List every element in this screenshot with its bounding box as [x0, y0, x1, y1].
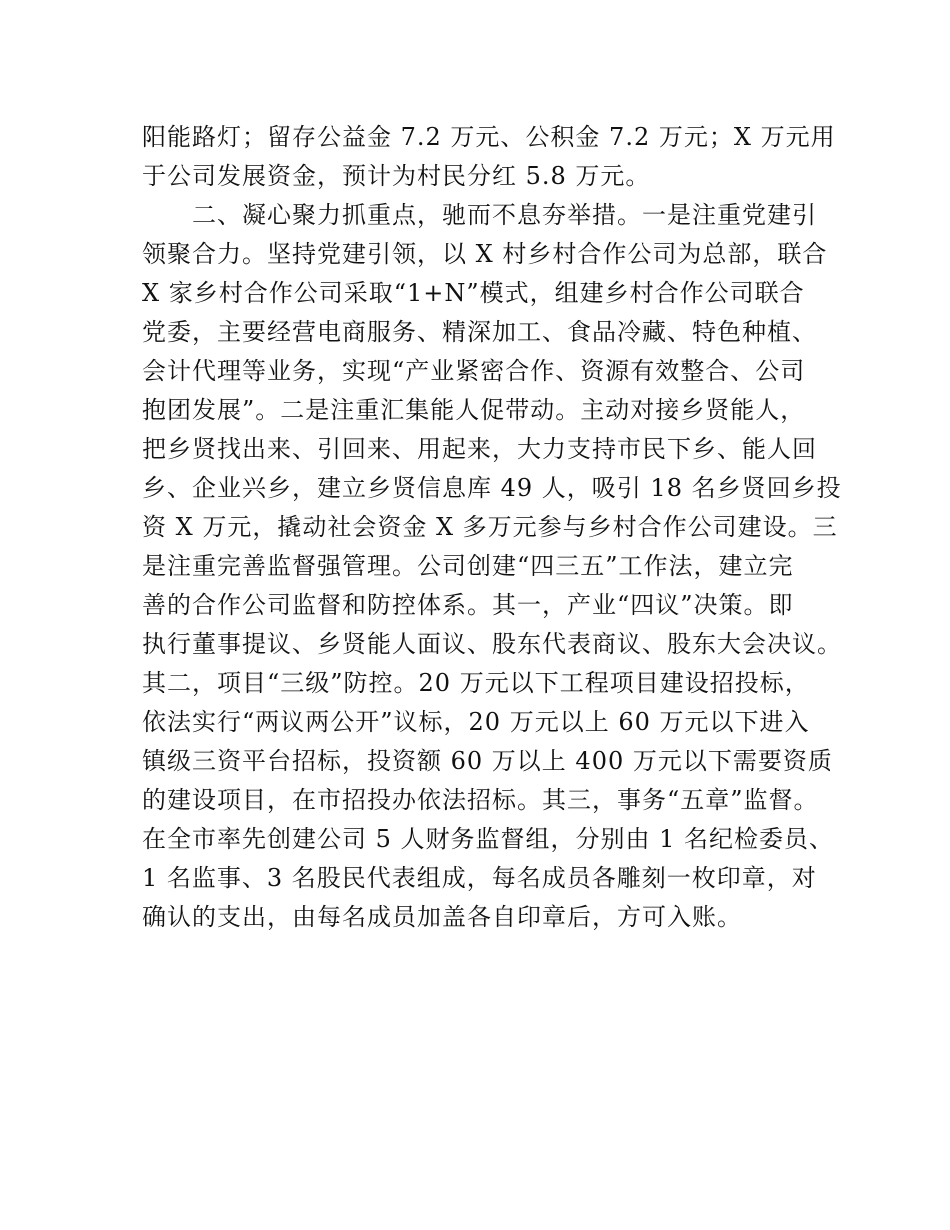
paragraph-2-line: 党委，主要经营电商服务、精深加工、食品冷藏、特色种植、: [142, 318, 817, 346]
paragraph-2-line: X 家乡村合作公司采取“1+N”模式，组建乡村合作公司联合: [142, 279, 805, 307]
paragraph-2-line: 善的合作公司监督和防控体系。其一，产业“四议”决策。即: [142, 591, 794, 619]
paragraph-1-line: 阳能路灯；留存公益金 7.2 万元、公积金 7.2 万元；X 万元用: [142, 123, 836, 151]
paragraph-2-line: 抱团发展”。二是注重汇集能人促带动。主动对接乡贤能人，: [142, 396, 806, 424]
paragraph-2: [142, 196, 842, 937]
paragraph-2-line: 镇级三资平台招标，投资额 60 万以上 400 万元以下需要资质: [142, 747, 833, 775]
paragraph-2-line: 会计代理等业务，实现“产业紧密合作、资源有效整合、公司: [142, 357, 806, 385]
paragraph-1: [142, 118, 836, 196]
paragraph-1-line: 于公司发展资金，预计为村民分红 5.8 万元。: [142, 162, 651, 190]
paragraph-2-line: 把乡贤找出来、引回来、用起来，大力支持市民下乡、能人回: [142, 435, 817, 463]
paragraph-2-line: 二、凝心聚力抓重点，驰而不息夯举措。一是注重党建引: [142, 201, 817, 229]
paragraph-2-line: 其二，项目“三级”防控。20 万元以下工程项目建设招投标，: [142, 669, 810, 697]
paragraph-2-line: 确认的支出，由每名成员加盖各自印章后，方可入账。: [142, 903, 742, 931]
paragraph-2-line: 在全市率先创建公司 5 人财务监督组，分别由 1 名纪检委员、: [142, 825, 835, 853]
paragraph-2-line: 是注重完善监督强管理。公司创建“四三五”工作法，建立完: [142, 552, 794, 580]
paragraph-2-line: 乡、企业兴乡，建立乡贤信息库 49 人，吸引 18 名乡贤回乡投: [142, 474, 842, 502]
paragraph-2-line: 的建设项目，在市招投办依法招标。其三，事务“五章”监督。: [142, 786, 819, 814]
paragraph-2-line: 执行董事提议、乡贤能人面议、股东代表商议、股东大会决议。: [142, 630, 842, 658]
paragraph-2-line: 1 名监事、3 名股民代表组成，每名成员各雕刻一枚印章，对: [142, 864, 817, 892]
paragraph-2-line: 领聚合力。坚持党建引领，以 X 村乡村合作公司为总部，联合: [142, 240, 828, 268]
paragraph-2-line: 资 X 万元，撬动社会资金 X 多万元参与乡村合作公司建设。三: [142, 513, 838, 541]
paragraph-2-line: 依法实行“两议两公开”议标，20 万元以上 60 万元以下进入: [142, 708, 810, 736]
